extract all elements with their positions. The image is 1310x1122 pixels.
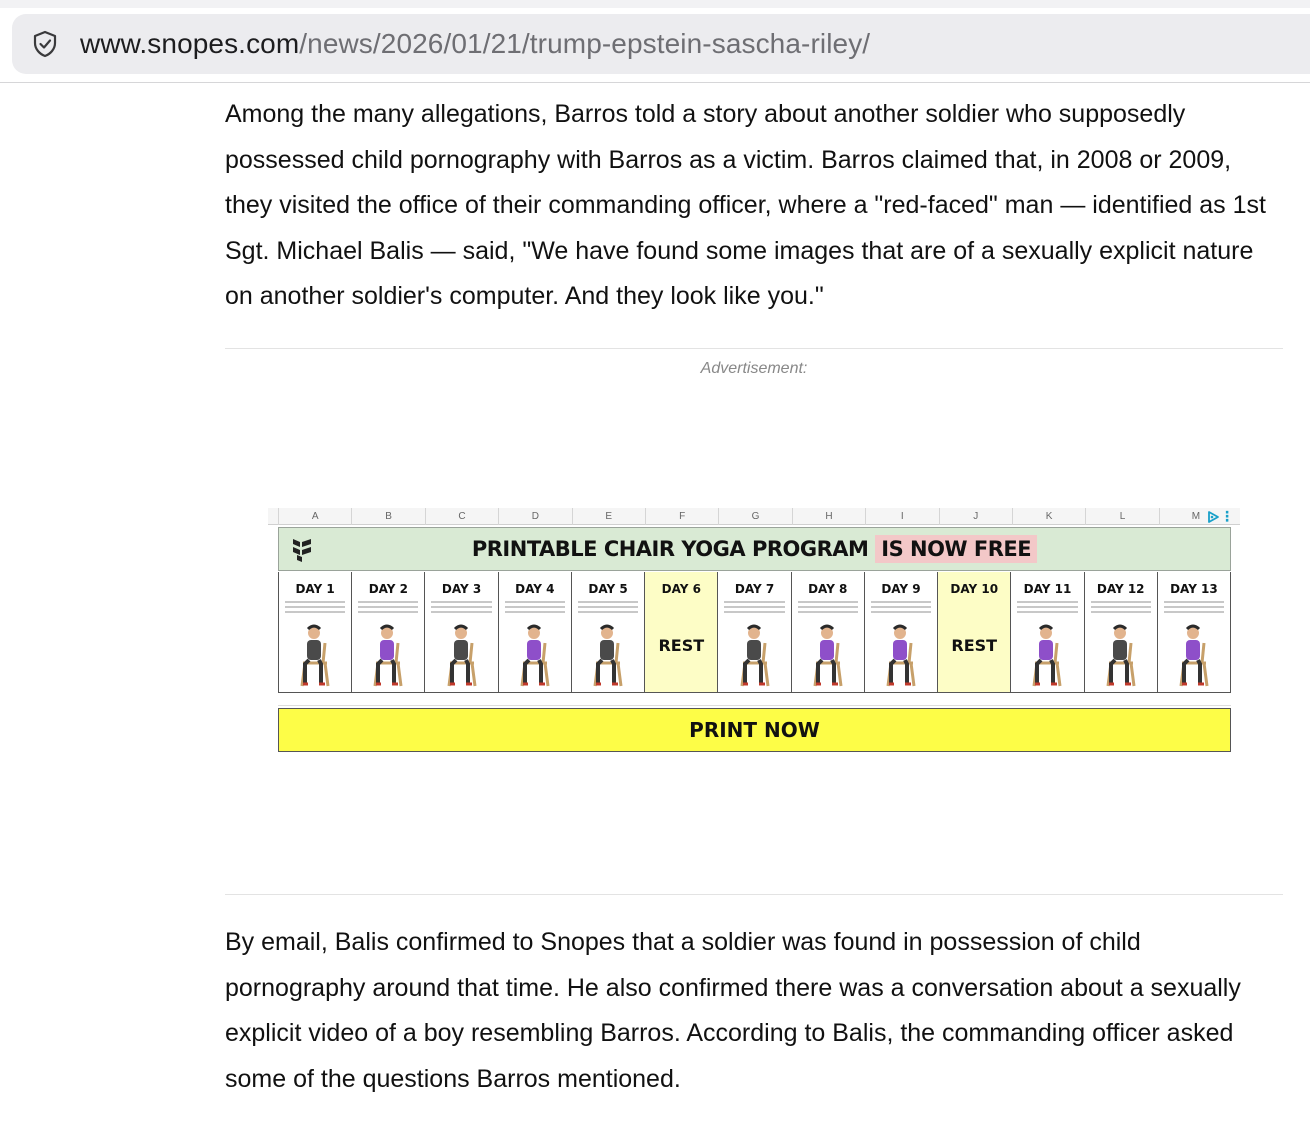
brand-logo-icon [291, 537, 313, 563]
column-letter: B [351, 508, 424, 525]
column-letter: K [1012, 508, 1085, 525]
article-paragraph: By email, Balis confirmed to Snopes that a soldier was found in possession of child pornography around that time. He also confirmed there was a conversation about a sexually explicit video of a boy resembling Barros. According to Balis, the commanding officer asked some of the questions Barros mentioned. [225, 928, 1241, 1093]
day-label: DAY 2 [368, 582, 409, 596]
exercise-description [798, 601, 858, 615]
day-cell[interactable] [792, 572, 865, 692]
seated-person-icon [366, 623, 410, 687]
toolbar-divider [0, 82, 1310, 83]
exercise-description [1164, 601, 1224, 615]
rest-label: REST [951, 636, 998, 655]
browser-top-strip [0, 0, 1310, 8]
day-label: DAY 12 [1096, 582, 1145, 596]
column-letter: A [278, 508, 351, 525]
seated-person-icon [1099, 623, 1143, 687]
ad-title-highlight: IS NOW FREE [875, 535, 1037, 563]
day-label: DAY 8 [808, 582, 848, 596]
day-label: DAY 4 [515, 582, 555, 596]
seated-person-icon [879, 623, 923, 687]
seated-person-icon [440, 623, 484, 687]
column-letter: H [792, 508, 865, 525]
article-paragraph: Among the many allegations, Barros told a story about another soldier who supposedly possessed child pornography with Barros as a victim. Barros claimed that, in 2008 or 2009, they visited the office of their commanding officer, where a "red-faced" man — identified as 1st Sgt. Michael Balis — said, "We have found some images that are of a sexually explicit nature on another soldier's computer. And they look like you." [225, 100, 1266, 310]
exercise-description [724, 601, 784, 615]
exercise-description [285, 601, 345, 615]
column-letter: L [1085, 508, 1158, 525]
day-label: DAY 13 [1170, 582, 1218, 596]
url-domain: www.snopes.com [80, 28, 300, 59]
shield-check-icon[interactable] [30, 29, 60, 59]
ad-title-main: PRINTABLE CHAIR YOGA PROGRAM [471, 537, 869, 561]
column-letter: D [498, 508, 571, 525]
column-letter: G [718, 508, 791, 525]
day-cell[interactable] [1085, 572, 1158, 692]
day-label: DAY 1 [295, 582, 335, 596]
exercise-description [1091, 601, 1151, 615]
chair-yoga-ad[interactable] [268, 508, 1240, 760]
exercise-description [1017, 601, 1077, 615]
seated-person-icon [1025, 623, 1069, 687]
exercise-description [505, 601, 565, 615]
seated-person-icon [513, 623, 557, 687]
column-letter: F [645, 508, 718, 525]
url-path: /news/2026/01/21/trump-epstein-sascha-riley/ [299, 28, 871, 59]
column-letter: I [865, 508, 938, 525]
day-label: DAY 3 [441, 582, 482, 596]
day-cell[interactable] [645, 572, 718, 692]
day-label: DAY 7 [734, 582, 775, 596]
seated-person-icon [293, 623, 337, 687]
ad-divider-bottom [225, 894, 1283, 895]
ad-divider-top [225, 348, 1283, 349]
day-cell[interactable] [279, 572, 352, 692]
rest-label: REST [658, 636, 705, 655]
day-label: DAY 11 [1023, 582, 1072, 596]
url-text[interactable] [80, 28, 870, 60]
day-grid[interactable] [278, 572, 1231, 693]
day-cell[interactable] [572, 572, 645, 692]
exercise-description [431, 601, 491, 615]
seated-person-icon [1172, 623, 1216, 687]
exercise-description [871, 601, 931, 615]
address-bar[interactable] [12, 14, 1310, 74]
seated-person-icon [733, 623, 777, 687]
column-letter: J [939, 508, 1012, 525]
day-cell[interactable] [352, 572, 425, 692]
day-label: DAY 9 [881, 582, 921, 596]
print-now-button[interactable]: PRINT NOW [278, 708, 1231, 752]
day-cell[interactable] [938, 572, 1011, 692]
ad-menu-icon[interactable]: ⋮ [1220, 508, 1234, 524]
column-letter: E [572, 508, 645, 525]
day-label: DAY 10 [950, 582, 999, 596]
day-label: DAY 6 [661, 582, 701, 596]
day-cell[interactable] [1011, 572, 1084, 692]
spreadsheet-column-header [268, 508, 1240, 525]
seated-person-icon [586, 623, 630, 687]
ad-title [472, 537, 1037, 561]
advertisement-label: Advertisement: [700, 360, 808, 377]
spreadsheet-row [278, 694, 1231, 706]
column-letter: M [1159, 508, 1232, 525]
ad-banner[interactable] [278, 527, 1231, 571]
day-cell[interactable] [425, 572, 498, 692]
exercise-description [578, 601, 638, 615]
day-cell[interactable] [1158, 572, 1231, 692]
day-label: DAY 5 [588, 582, 628, 596]
day-cell[interactable] [499, 572, 572, 692]
day-cell[interactable] [865, 572, 938, 692]
seated-person-icon [806, 623, 850, 687]
exercise-description [358, 601, 418, 615]
column-letter: C [425, 508, 498, 525]
day-cell[interactable] [718, 572, 791, 692]
